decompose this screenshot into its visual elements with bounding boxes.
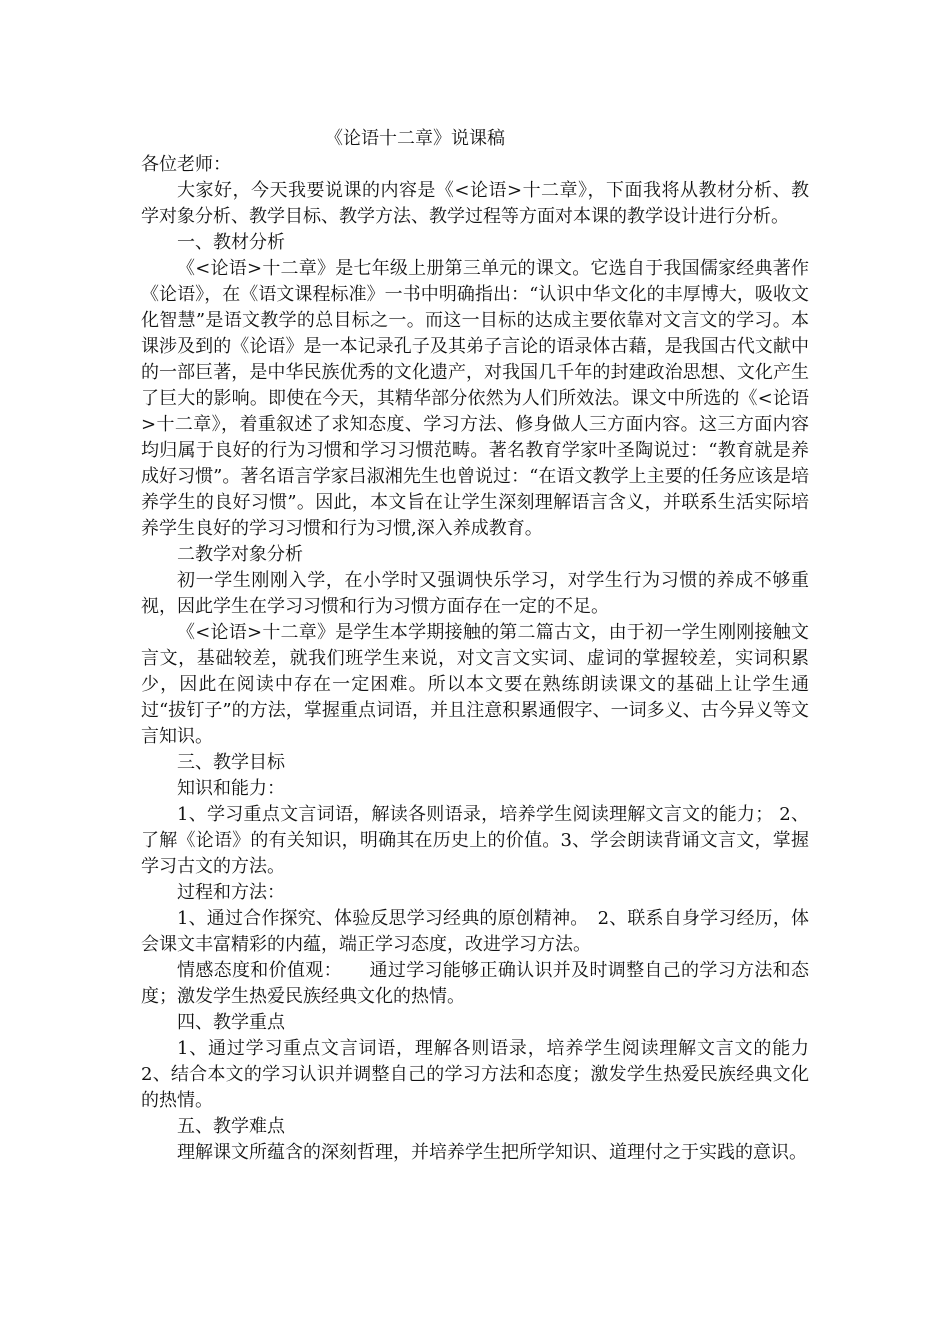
teaching-difficulty-paragraph: 理解课文所蕴含的深刻哲理，并培养学生把所学知识、道理付之于实践的意识。 [177,1142,807,1163]
textbook-analysis-paragraph: 《<论语>十二章》是七年级上册第三单元的课文。它选自于我国儒家经典著作《论语》，在《语文课程标准》一书中明确指出：“认识中华文化的丰厚博大，吸收文化智慧”是语文教学的总目标之一。而这一目标的达成主要依靠对文言文的学习。本课涉及到的《论语》是一本记录孔子及其弟子言论的语录体古藉，是我国古代文献中的一部巨著，是中华民族优秀的文化遗产，对我国几千年的封建政治思想、文化产生了巨大的影响。即使在今天，其精华部分依然为人们所效法。课文中所选的《<论语>十二章》，着重叙述了求知态度、学习方法、修身做人三方面内容。这三方面内容均归属于良好的行为习惯和学习习惯范畴。著名教育学家叶圣陶说过：“教育就是养成好习惯”。著名语言学家吕淑湘先生也曾说过：“在语文教学上主要的任务应该是培养学生的良好习惯”。因此，本文旨在让学生深刻理解语言含义，并联系生活实际培养学生良好的学习习惯和行为习惯,深入养成教育。 [141,258,809,539]
section-heading-textbook-analysis: 一、教材分析 [177,232,285,253]
document-title: 《论语十二章》说课稿 [325,128,505,149]
teaching-focus-paragraph: 1、通过学习重点文言词语，理解各则语录，培养学生阅读理解文言文的能力2、结合本文的学习认识并调整自己的学习方法和态度；激发学生热爱民族经典文化的热情。 [141,1038,809,1111]
emotion-values-paragraph: 情感态度和价值观： 通过学习能够正确认识并及时调整自己的学习方法和态度；激发学生热爱民族经典文化的热情。 [141,960,809,1007]
subheading-knowledge-ability: 知识和能力： [177,778,285,799]
knowledge-ability-paragraph: 1、学习重点文言词语，解读各则语录，培养学生阅读理解文言文的能力； 2、了解《论语》的有关知识，明确其在历史上的价值。3、学会朗读背诵文言文，掌握学习古文的方法。 [141,804,809,877]
intro-paragraph: 大家好，今天我要说课的内容是《<论语>十二章》，下面我将从教材分析、教学对象分析、教学目标、教学方法、教学过程等方面对本课的教学设计进行分析。 [141,180,809,227]
process-method-paragraph: 1、通过合作探究、体验反思学习经典的原创精神。 2、联系自身学习经历，体会课文丰富精彩的内蕴，端正学习态度，改进学习方法。 [141,908,809,955]
document-page [141,126,809,1166]
salutation: 各位老师： [141,154,231,175]
section-heading-teaching-focus: 四、教学重点 [177,1012,285,1033]
subheading-process-method: 过程和方法： [177,882,285,903]
section-heading-teaching-goals: 三、教学目标 [177,752,285,773]
student-analysis-paragraph-1: 初一学生刚刚入学，在小学时又强调快乐学习，对学生行为习惯的养成不够重视，因此学生在学习习惯和行为习惯方面存在一定的不足。 [141,570,809,617]
student-analysis-paragraph-2: 《<论语>十二章》是学生本学期接触的第二篇古文，由于初一学生刚刚接触文言文，基础较差，就我们班学生来说，对文言文实词、虚词的掌握较差，实词积累少，因此在阅读中存在一定困难。所以本文要在熟练朗读课文的基础上让学生通过“拔钉子”的方法，掌握重点词语，并且注意积累通假字、一词多义、古今异义等文言知识。 [141,622,809,747]
section-heading-teaching-difficulty: 五、教学难点 [177,1116,285,1137]
section-heading-student-analysis: 二教学对象分析 [177,544,303,565]
